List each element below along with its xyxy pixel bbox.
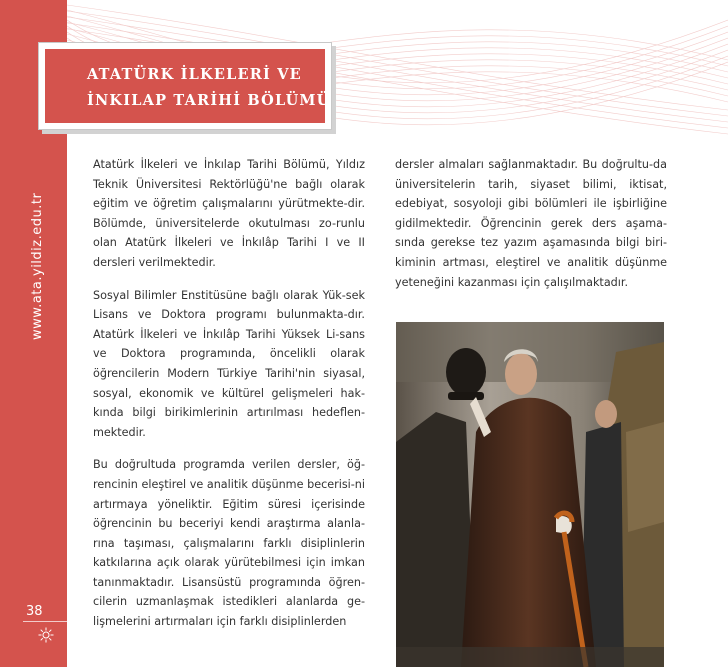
website-url: www.ata.yildiz.edu.tr [30,192,45,340]
body-paragraph-1: Atatürk İlkeleri ve İnkılap Tarihi Bölümü, Yıldız Teknik Üniversitesi Rektörlüğü'ne bağlı olarak eğitim ve öğretim çalışmalarını yürütmekte-dir. Bölümde, üniversitelerde okutulması zo-runlu olan Atatürk İlkeleri ve İnkılâp Tarihi I ve II dersleri verilmektedir. [93,158,365,269]
page-title-line-1: ATATÜRK İLKELERİ VE [87,66,302,83]
sun-ornament-icon [38,627,54,643]
body-column-left [93,155,365,645]
historical-photo [396,322,664,667]
title-box [45,49,325,123]
page-number: 38 [26,604,43,619]
page-number-rule [23,621,67,622]
page-title-line-2: İNKILAP TARİHİ BÖLÜMÜ [87,92,331,109]
body-paragraph-4: dersler almaları sağlanmaktadır. Bu doğrultu-da üniversitelerin tarih, siyaset bilimi, iktisat, edebiyat, sosyoloji gibi bölümleri ile işbirliğine gidilmektedir. Öğrencinin gerek ders aşama-sında gerekse tez yazım aşamasında bilgi biri-kiminin artması, eleştirel ve analitik düşünme yeteneğini kazanması için çalışılmaktadır. [395,158,667,289]
body-paragraph-2: Sosyal Bilimler Enstitüsüne bağlı olarak Yük-sek Lisans ve Doktora programı bulunmakta-dır. Atatürk İlkeleri ve İnkılâp Tarihi Yüksek Li-sans ve Doktora programında, öncelikli olarak öğrencilerin Modern Türkiye Tarihi'nin siyasal, sosyal, ekonomik ve kültürel gelişmeleri hak-kında bilgi birikimlerinin artırılması hedeflen-mektedir. [93,288,365,439]
body-paragraph-3: Bu doğrultuda programda verilen dersler, öğ-rencinin eleştirel ve analitik düşünme becerisi-ni artırmaya yöneliktir. Eğitim süresi içerisinde öğrencinin bu beceriyi kendi araştırma alanla-rına taşıması, çalışmalarını farklı disiplinlerin katkılarına açık olarak yürütebilmesi için imkan tanınmaktadır. Lisansüstü programında öğren-cilerin uzmanlaşmak istedikleri alanlarda ge-lişmelerini artırmaları için farklı disiplinlerden [93,458,365,629]
body-column-right [395,155,667,305]
